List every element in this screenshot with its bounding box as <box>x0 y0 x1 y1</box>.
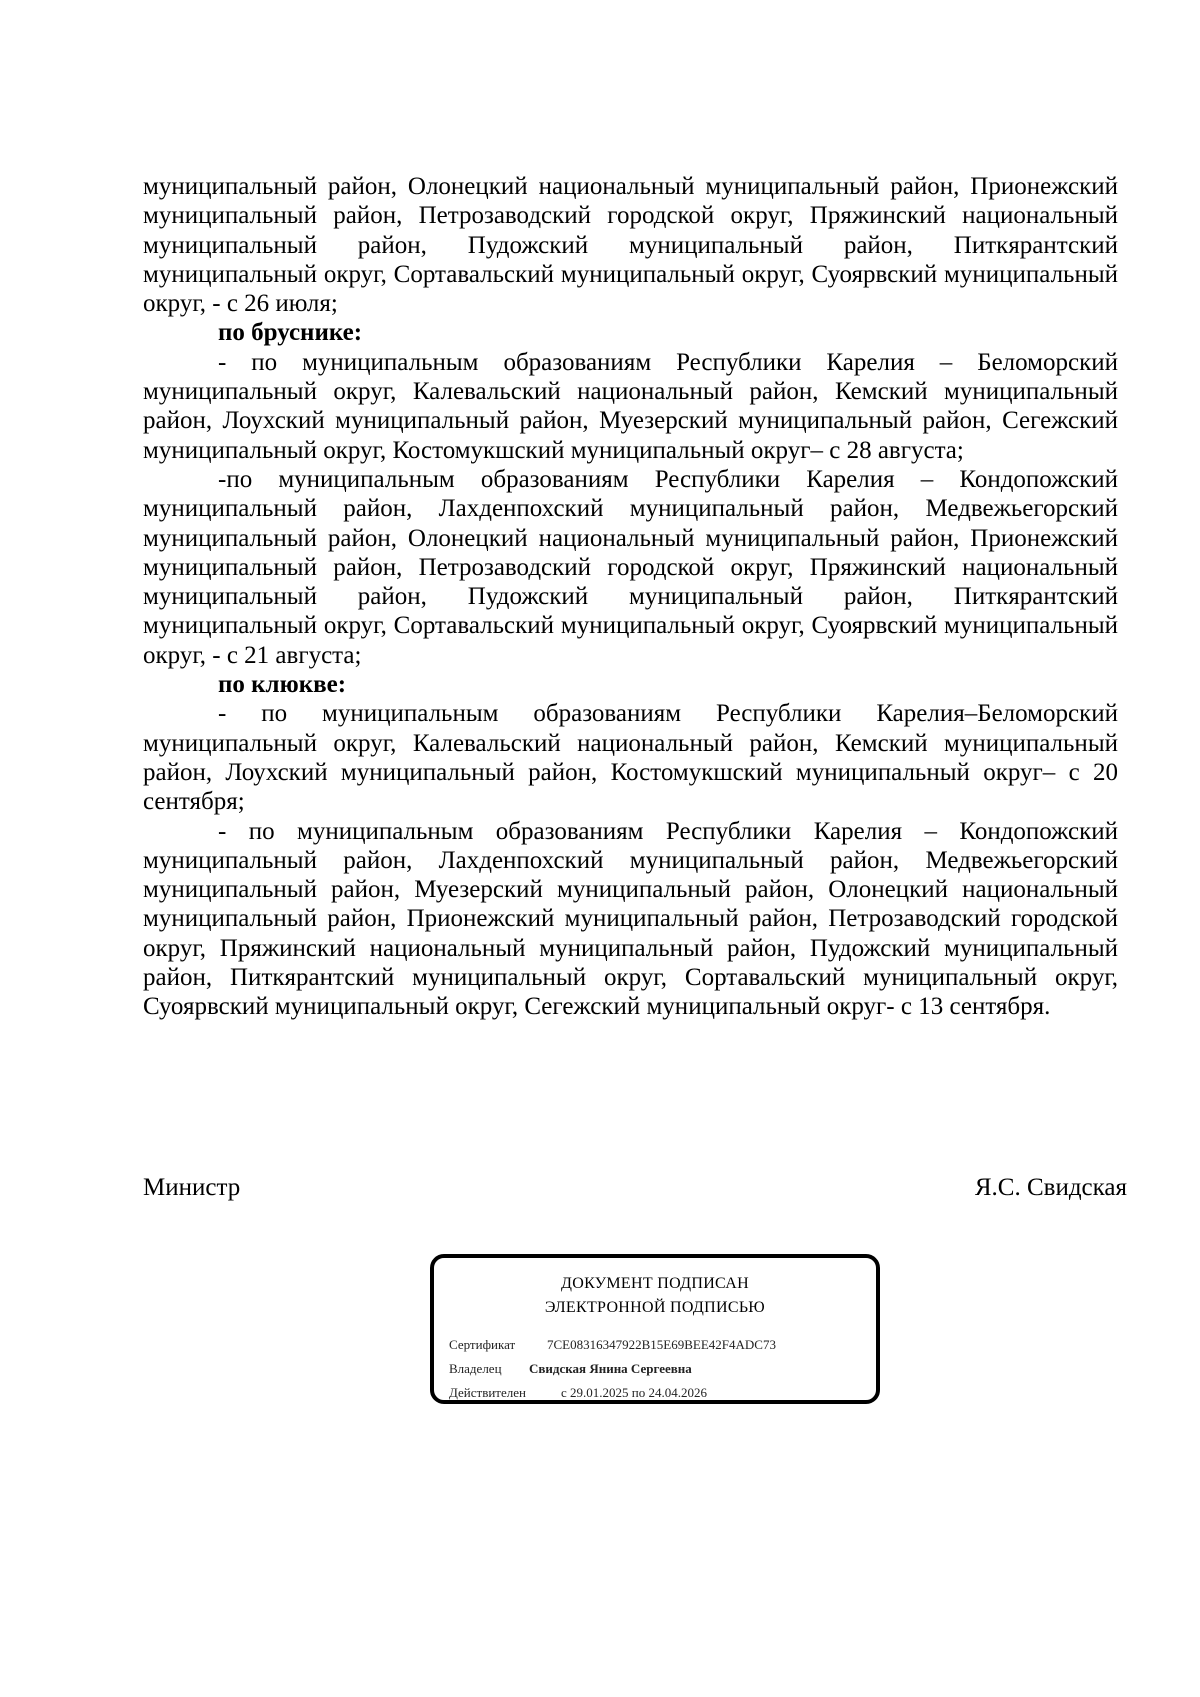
document-body <box>143 172 1118 1022</box>
valid-label: Действителен <box>449 1385 526 1400</box>
signer-title: Министр <box>143 1174 241 1201</box>
stamp-heading <box>434 1272 876 1320</box>
paragraph-lingonberry-south: -по муниципальным образованиям Республики Карелия – Кондопожский муниципальный район, Лахденпохский муниципальный район, Медвежьегорский муниципальный район, Олонецкий национальный муниципальный район, Прионежский муниципальный район, Петрозаводский городской округ, Пряжинский национальный муниципальный район, Пудожский муниципальный район, Питкярантский муниципальный округ, Сортавальский муниципальный округ, Суоярвский муниципальный округ, - с 21 августа; <box>143 465 1118 669</box>
paragraph-cranberry-south: - по муниципальным образованиям Республики Карелия – Кондопожский муниципальный район, Лахденпохский муниципальный район, Медвежьегорский муниципальный район, Муезерский муниципальный район, Олонецкий национальный муниципальный район, Прионежский муниципальный район, Петрозаводский городской округ, Пряжинский национальный муниципальный район, Пудожский муниципальный район, Питкярантский муниципальный округ, Сортавальский муниципальный округ, Суоярвский муниципальный округ, Сегежский муниципальный округ- с 13 сентября. <box>143 817 1118 1021</box>
valid-value: с 29.01.2025 по 24.04.2026 <box>561 1385 707 1400</box>
paragraph-lingonberry-north: - по муниципальным образованиям Республики Карелия – Беломорский муниципальный округ, Калевальский национальный район, Кемский муниципальный район, Лоухский муниципальный район, Муезерский муниципальный район, Сегежский муниципальный округ, Костомукшский муниципальный округ– с 28 августа; <box>143 348 1118 464</box>
certificate-label: Сертификат <box>449 1337 516 1352</box>
heading-cranberry: по клюкве: <box>218 671 347 699</box>
stamp-certificate-row <box>449 1336 776 1354</box>
heading-lingonberry: по бруснике: <box>218 319 363 347</box>
stamp-valid-row <box>449 1384 707 1402</box>
stamp-heading-line2: ЭЛЕКТРОННОЙ ПОДПИСЬЮ <box>544 1299 766 1316</box>
paragraph-continuation: муниципальный район, Олонецкий национальный муниципальный район, Прионежский муниципальный район, Петрозаводский городской округ, Пряжинский национальный муниципальный район, Пудожский муниципальный район, Питкярантский муниципальный округ, Сортавальский муниципальный округ, Суоярвский муниципальный округ, - с 26 июля; <box>143 173 1118 318</box>
paragraph-cranberry-north: - по муниципальным образованиям Республики Карелия–Беломорский муниципальный округ, Калевальский национальный район, Кемский муниципальный район, Лоухский муниципальный район, Костомукшский муниципальный округ– с 20 сентября; <box>143 700 1118 816</box>
owner-value: Свидская Янина Сергеевна <box>529 1361 692 1376</box>
stamp-heading-line1: ДОКУМЕНТ ПОДПИСАН <box>561 1275 749 1292</box>
certificate-value: 7CE08316347922B15E69BEE42F4ADC73 <box>547 1337 776 1352</box>
electronic-signature-stamp <box>430 1254 880 1404</box>
signer-name: Я.С. Свидская <box>974 1174 1127 1201</box>
stamp-owner-row <box>449 1360 692 1378</box>
owner-label: Владелец <box>449 1361 502 1376</box>
